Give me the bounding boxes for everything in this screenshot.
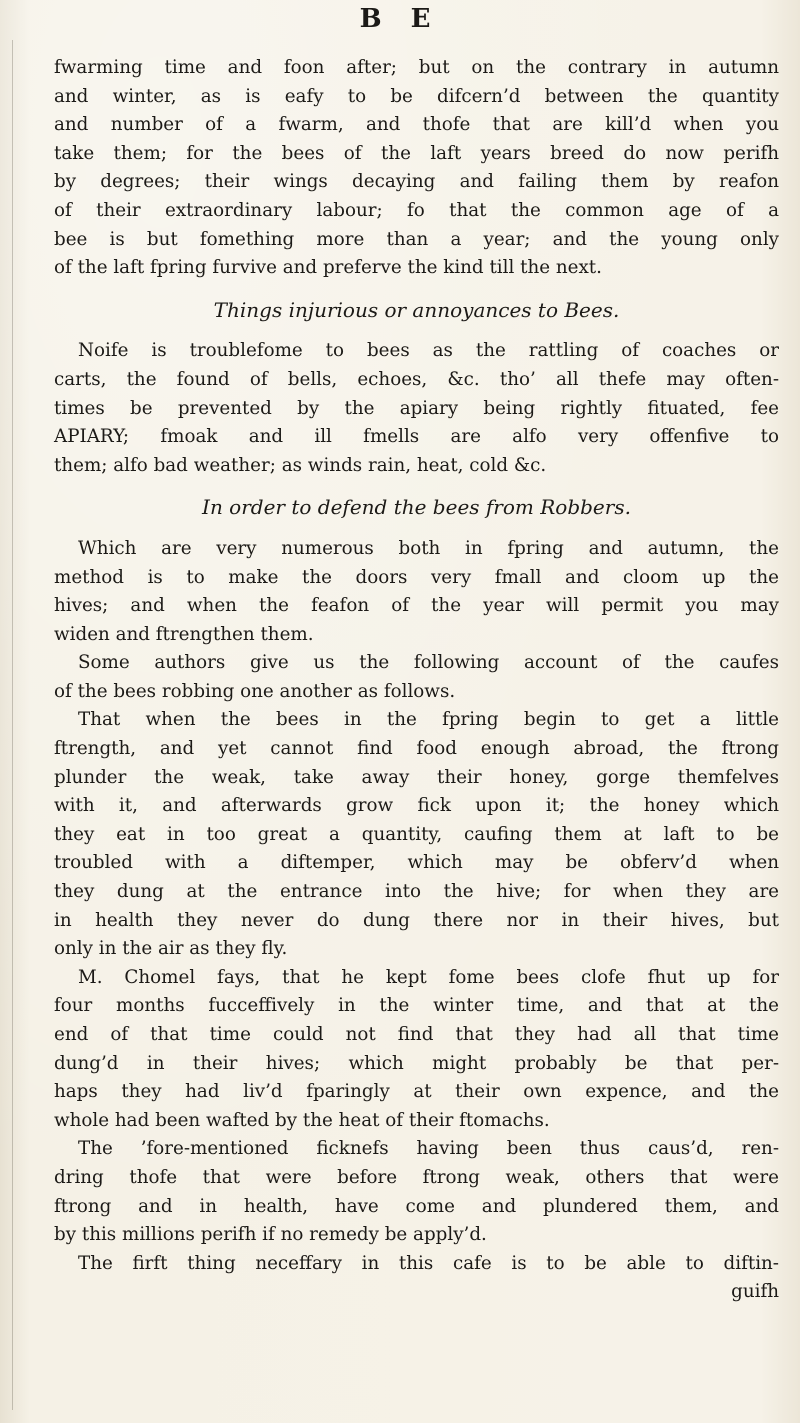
text-line: troubled with a diftemper, which may be obferv’d when bbox=[54, 852, 779, 874]
text-line: plunder the weak, take away their honey, gorge themfelves bbox=[54, 766, 779, 788]
text-line: of their extraordinary labour; fo that the common age of a bbox=[54, 199, 779, 221]
text-line: whole had been wafted by the heat of their ftomachs. bbox=[54, 1109, 550, 1131]
text-line: carts, the found of bells, echoes, &c. tho’ all thefe may often- bbox=[54, 368, 779, 390]
text-line: That when the bees in the fpring begin to get a little bbox=[78, 709, 779, 731]
text-line: dring thofe that were before ftrong weak, others that were bbox=[54, 1166, 779, 1188]
text-line: dung’d in their hives; which might probably be that per- bbox=[54, 1052, 779, 1074]
text-line: method is to make the doors very fmall and cloom up the bbox=[54, 566, 779, 588]
text-line: and number of a fwarm, and thofe that are kill’d when you bbox=[54, 114, 779, 136]
text-line: bee is but fomething more than a year; and the young only bbox=[54, 228, 779, 250]
body-text bbox=[54, 54, 779, 1307]
text-line: APIARY; fmoak and ill fmells are alfo very offenfive to bbox=[54, 426, 779, 448]
text-line: widen and ftrengthen them. bbox=[54, 623, 314, 645]
text-line: Which are very numerous both in fpring and autumn, the bbox=[78, 537, 779, 559]
section-heading: Things injurious or annoyances to Bees. bbox=[213, 297, 620, 322]
text-line: ftrong and in health, have come and plundered them, and bbox=[54, 1195, 779, 1217]
catchword: guifh bbox=[731, 1281, 779, 1303]
text-line: and winter, as is eafy to be difcern’d between the quantity bbox=[54, 85, 779, 107]
text-line: with it, and afterwards grow fick upon it; the honey which bbox=[54, 795, 779, 817]
text-line: M. Chomel fays, that he kept fome bees clofe fhut up for bbox=[78, 966, 779, 988]
text-line: they eat in too great a quantity, caufing them at laft to be bbox=[54, 823, 779, 845]
section-heading: In order to defend the bees from Robbers. bbox=[202, 495, 631, 520]
text-line: by degrees; their wings decaying and failing them by reafon bbox=[54, 171, 779, 193]
text-line: four months fucceffively in the winter time, and that at the bbox=[54, 995, 779, 1017]
text-line: of the laft fpring furvive and preferve the kind till the next. bbox=[54, 257, 602, 279]
text-line: in health they never do dung there nor in their hives, but bbox=[54, 909, 779, 931]
text-line: Noife is troublefome to bees as the rattling of coaches or bbox=[78, 340, 779, 362]
text-line: end of that time could not find that they had all that time bbox=[54, 1024, 779, 1045]
text-line: ftrength, and yet cannot find food enough abroad, the ftrong bbox=[54, 738, 779, 760]
text-line: only in the air as they fly. bbox=[54, 938, 288, 960]
text-line: fwarming time and foon after; but on the contrary in autumn bbox=[54, 57, 779, 78]
text-line: times be prevented by the apiary being rightly fituated, fee bbox=[54, 397, 779, 419]
page-edge-shadow bbox=[12, 40, 13, 1410]
text-line: The firft thing neceffary in this cafe is to be able to diftin- bbox=[78, 1252, 779, 1274]
text-line: hives; and when the feafon of the year will permit you may bbox=[54, 595, 779, 617]
text-line: them; alfo bad weather; as winds rain, heat, cold &c. bbox=[54, 454, 547, 476]
text-line: by this millions perifh if no remedy be apply’d. bbox=[54, 1224, 487, 1246]
running-head: B E bbox=[359, 4, 441, 34]
text-line: haps they had liv’d fparingly at their own expence, and the bbox=[54, 1081, 779, 1103]
text-line: The ’fore-mentioned ficknefs having been thus caus’d, ren- bbox=[78, 1138, 779, 1160]
text-line: they dung at the entrance into the hive; for when they are bbox=[54, 881, 779, 903]
text-line: of the bees robbing one another as follows. bbox=[54, 680, 456, 702]
text-line: take them; for the bees of the laft years breed do now perifh bbox=[54, 142, 779, 164]
text-line: Some authors give us the following account of the caufes bbox=[78, 652, 779, 674]
